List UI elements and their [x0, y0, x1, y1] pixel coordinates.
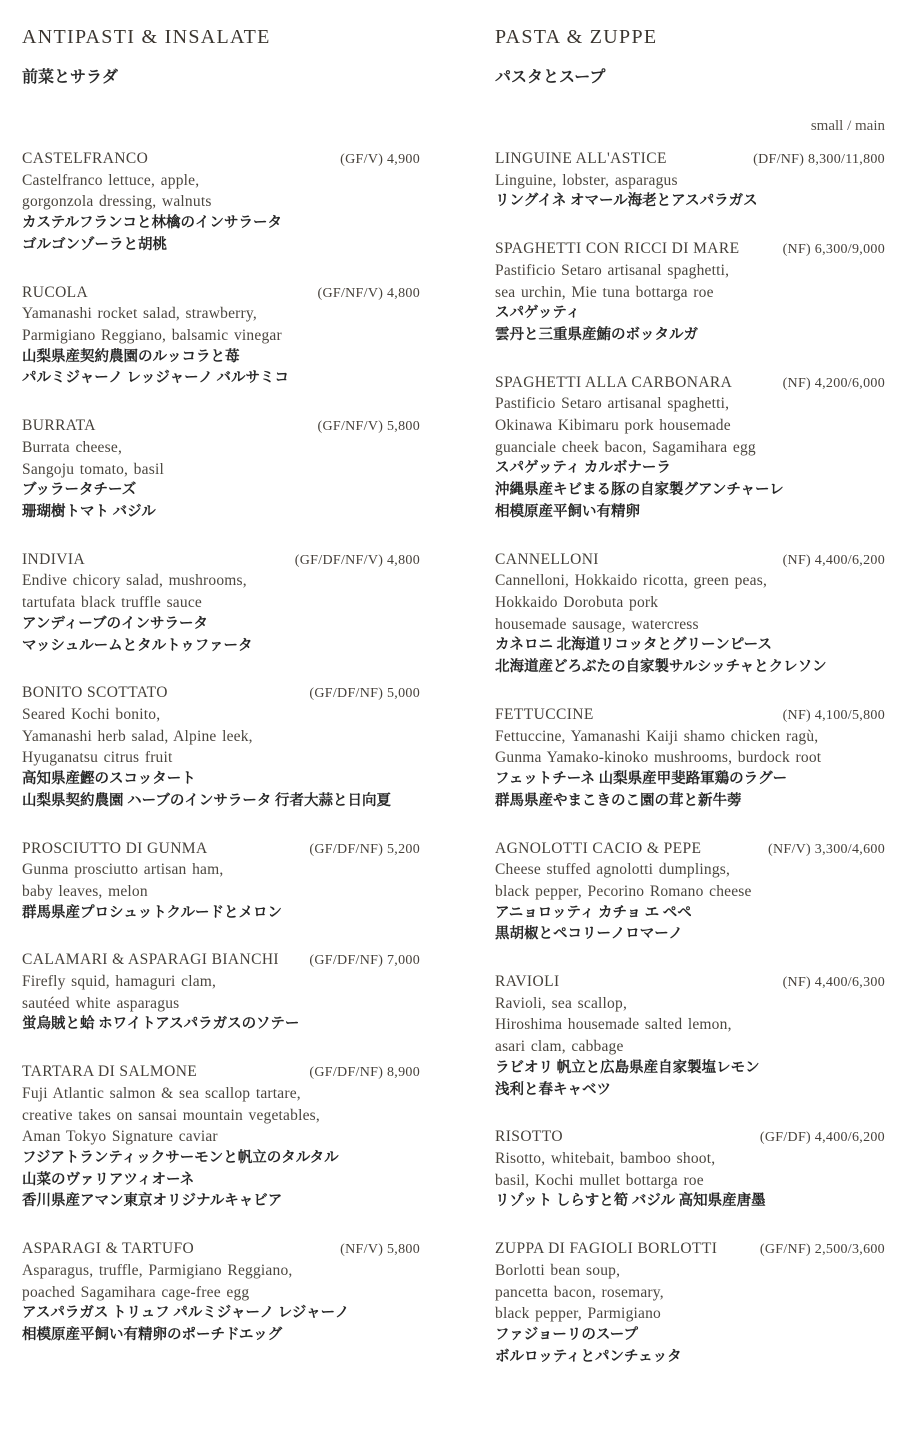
- dish-description-jp: スパゲッティ カルボナーラ: [495, 460, 671, 477]
- dish-name: CASTELFRANCO: [22, 150, 149, 167]
- dish-dietary-tags-and-price: (GF/DF/NF/V) 4,800: [294, 552, 420, 568]
- menu-item-header: [22, 549, 420, 571]
- dish-name: BONITO SCOTTATO: [22, 684, 168, 702]
- dish-description-en: Linguine, lobster, asparagus: [495, 171, 678, 189]
- menu-item: [22, 1061, 420, 1213]
- section-antipasti: [22, 26, 420, 1393]
- dish-dietary-tags-and-price: (NF) 4,400/6,200: [782, 552, 885, 568]
- dish-description-jp: 群馬県産プロシュットクルードとメロン: [22, 904, 282, 921]
- dish-name: PROSCIUTTO DI GUNMA: [22, 839, 208, 857]
- menu-item-header: [495, 704, 885, 726]
- dish-name: LINGUINE ALL'ASTICE: [495, 150, 667, 167]
- dish-dietary-tags-and-price: (GF/DF/NF) 5,200: [309, 841, 420, 857]
- dish-dietary-tags-and-price: (DF/NF) 8,300/11,800: [753, 152, 885, 167]
- dish-description-en: Okinawa Kibimaru pork housemade: [495, 417, 731, 435]
- dish-description-jp: リングイネ オマール海老とアスパラガス: [495, 193, 758, 210]
- dish-description-en: Yamanashi herb salad, Alpine leek,: [22, 727, 253, 745]
- dish-description-jp: 群馬県産やまこきのこ園の茸と新牛蒡: [495, 792, 742, 809]
- dish-description-en: Firefly squid, hamaguri clam,: [22, 973, 217, 990]
- dish-description-en: pancetta bacon, rosemary,: [495, 1283, 664, 1301]
- dish-description-jp: 山梨県産契約農園のルッコラと苺: [22, 348, 240, 365]
- dish-description-jp: リゾット しらすと筍 バジル 高知県産唐墨: [495, 1193, 766, 1210]
- dish-description-en: Sangoju tomato, basil: [22, 460, 164, 478]
- menu-item-header: [22, 415, 420, 437]
- dish-description-jp: 珊瑚樹トマト バジル: [22, 503, 156, 520]
- dish-name: FETTUCCINE: [495, 705, 594, 723]
- dish-description-en: tartufata black truffle sauce: [22, 594, 202, 612]
- dish-description-en: Parmigiano Reggiano, balsamic vinegar: [22, 326, 282, 344]
- dish-description-jp: 高知県産鰹のスコッタート: [22, 771, 196, 787]
- dish-description-jp: フジアトランティックサーモンと帆立のタルタル: [22, 1149, 339, 1166]
- dish-name: SPAGHETTI CON RICCI DI MARE: [495, 240, 740, 258]
- menu-item: [22, 1238, 420, 1347]
- section-pasta: [495, 26, 885, 1393]
- menu-item-header: [22, 1061, 420, 1083]
- menu-item: [22, 838, 420, 925]
- dish-name: ZUPPA DI FAGIOLI BORLOTTI: [495, 1240, 718, 1258]
- pasta-item-list: [495, 148, 885, 1368]
- menu-item: [22, 148, 420, 257]
- dish-dietary-tags-and-price: (GF/NF) 2,500/3,600: [759, 1242, 885, 1258]
- menu-item: [495, 549, 885, 679]
- dish-description-jp: 浅利と春キャベツ: [495, 1081, 611, 1098]
- dish-description-jp: ファジョーリのスープ: [495, 1326, 638, 1343]
- dish-description-jp: 黒胡椒とペコリーノロマーノ: [495, 926, 683, 943]
- antipasti-header: [22, 26, 420, 148]
- dish-description-jp: 相模原産平飼い有精卵のポーチドエッグ: [22, 1326, 283, 1343]
- dish-description-jp: 山菜のヴァリアツィオーネ: [22, 1171, 195, 1188]
- menu-item-header: [495, 148, 885, 170]
- dish-description-en: Aman Tokyo Signature caviar: [22, 1128, 218, 1146]
- menu-item-header: [495, 549, 885, 571]
- menu-item-header: [22, 1238, 420, 1260]
- dish-description-jp: 沖縄県産キビまる豚の自家製グアンチャーレ: [495, 482, 784, 499]
- dish-description-en: baby leaves, melon: [22, 882, 148, 900]
- dish-description-en: Hokkaido Dorobuta pork: [495, 594, 659, 612]
- dish-name: RAVIOLI: [495, 973, 560, 991]
- dish-description-jp: カステルフランコと林檎のインサラータ: [22, 215, 282, 232]
- dish-name: AGNOLOTTI CACIO & PEPE: [495, 839, 702, 857]
- menu-item-header: [495, 238, 885, 260]
- menu-item: [495, 971, 885, 1101]
- dish-dietary-tags-and-price: (GF/NF/V) 4,800: [317, 285, 420, 301]
- dish-description-en: Ravioli, sea scallop,: [495, 994, 628, 1012]
- menu-item: [22, 415, 420, 524]
- dish-dietary-tags-and-price: (NF) 6,300/9,000: [782, 242, 885, 258]
- dish-description-jp: フェットチーネ 山梨県産甲斐路軍鶏のラグー: [495, 771, 788, 787]
- menu-item: [495, 148, 885, 213]
- dish-description-en: sautéed white asparagus: [22, 994, 180, 1012]
- dish-description-en: Yamanashi rocket salad, strawberry,: [22, 305, 257, 323]
- dish-name: CALAMARI & ASPARAGI BIANCHI: [22, 951, 279, 969]
- dish-description-jp: アスパラガス トリュフ パルミジャーノ レジャーノ: [22, 1305, 350, 1322]
- menu-item: [22, 282, 420, 391]
- dish-dietary-tags-and-price: (GF/DF) 4,400/6,200: [759, 1130, 885, 1146]
- dish-dietary-tags-and-price: (NF/V) 5,800: [340, 1242, 420, 1258]
- dish-description-en: Risotto, whitebait, bamboo shoot,: [495, 1150, 716, 1167]
- menu-item-header: [22, 838, 420, 860]
- dish-dietary-tags-and-price: (GF/NF/V) 5,800: [317, 419, 420, 435]
- dish-description-en: Borlotti bean soup,: [495, 1261, 621, 1279]
- menu-item: [22, 549, 420, 658]
- menu-item: [495, 238, 885, 347]
- menu-item: [495, 1126, 885, 1213]
- dish-description-en: basil, Kochi mullet bottarga roe: [495, 1171, 704, 1189]
- dish-dietary-tags-and-price: (GF/DF/NF) 7,000: [309, 953, 420, 969]
- menu-item: [495, 372, 885, 524]
- menu-item: [22, 949, 420, 1036]
- dish-description-jp: アンディーブのインサラータ: [22, 615, 209, 632]
- dish-description-jp: ゴルゴンゾーラと胡桃: [22, 236, 167, 253]
- dish-description-jp: カネロニ 北海道リコッタとグリーンピース: [495, 637, 772, 654]
- dish-description-en: Gunma Yamako-kinoko mushrooms, burdock root: [495, 749, 822, 767]
- dish-description-en: Hiroshima housemade salted lemon,: [495, 1016, 732, 1034]
- dish-name: BURRATA: [22, 417, 96, 435]
- pasta-title-jp: パスタとスープ: [495, 69, 606, 86]
- dish-description-en: black pepper, Parmigiano: [495, 1305, 662, 1323]
- menu-item-header: [495, 971, 885, 993]
- dish-name: CANNELLONI: [495, 550, 599, 568]
- menu-item-header: [495, 838, 885, 860]
- dish-description-jp: 香川県産アマン東京オリジナルキャビア: [22, 1193, 283, 1210]
- dish-description-jp: ラビオリ 帆立と広島県産自家製塩レモン: [495, 1059, 760, 1076]
- dish-description-en: Fettuccine, Yamanashi Kaiji shamo chicken ragù,: [495, 727, 819, 745]
- dish-dietary-tags-and-price: (NF) 4,100/5,800: [782, 707, 885, 723]
- menu-item-header: [22, 682, 420, 704]
- dish-name: INDIVIA: [22, 550, 86, 568]
- dish-dietary-tags-and-price: (NF) 4,200/6,000: [782, 375, 885, 391]
- menu-item-header: [22, 949, 420, 971]
- dish-description-en: housemade sausage, watercress: [495, 615, 699, 633]
- dish-description-en: Asparagus, truffle, Parmigiano Reggiano,: [22, 1261, 293, 1279]
- pasta-header: [495, 26, 885, 148]
- menu-item: [495, 838, 885, 947]
- dish-description-en: Pastificio Setaro artisanal spaghetti,: [495, 261, 730, 279]
- dish-description-en: creative takes on sansai mountain vegetables,: [22, 1106, 320, 1124]
- dish-description-en: Seared Kochi bonito,: [22, 705, 161, 723]
- dish-description-en: gorgonzola dressing, walnuts: [22, 193, 212, 211]
- dish-dietary-tags-and-price: (GF/V) 4,900: [340, 152, 420, 167]
- size-note: small / main: [810, 118, 885, 134]
- menu-item-header: [495, 372, 885, 394]
- dish-description-en: guanciale cheek bacon, Sagamihara egg: [495, 438, 756, 456]
- menu-item-header: [22, 148, 420, 170]
- dish-name: ASPARAGI & TARTUFO: [22, 1240, 195, 1258]
- dish-description-en: Pastificio Setaro artisanal spaghetti,: [495, 395, 730, 413]
- menu-item: [495, 704, 885, 813]
- dish-description-en: Endive chicory salad, mushrooms,: [22, 572, 247, 590]
- dish-description-en: sea urchin, Mie tuna bottarga roe: [495, 283, 714, 301]
- dish-description-en: Fuji Atlantic salmon & sea scallop tartare,: [22, 1084, 301, 1102]
- dish-description-en: Cheese stuffed agnolotti dumplings,: [495, 861, 731, 879]
- dish-description-en: Burrata cheese,: [22, 438, 123, 456]
- menu-item: [22, 682, 420, 812]
- pasta-title-en: PASTA & ZUPPE: [495, 26, 658, 48]
- dish-description-en: Castelfranco lettuce, apple,: [22, 171, 200, 189]
- dish-description-jp: パルミジャーノ レッジャーノ バルサミコ: [22, 370, 289, 387]
- dish-name: RISOTTO: [495, 1128, 563, 1146]
- dish-description-jp: 蛍烏賊と蛤 ホワイトアスパラガスのソテー: [22, 1016, 300, 1033]
- dish-description-jp: ブッラータチーズ: [22, 482, 137, 499]
- antipasti-title-jp: 前菜とサラダ: [22, 69, 118, 86]
- dish-name: RUCOLA: [22, 283, 89, 301]
- dish-description-jp: 雲丹と三重県産鮪のボッタルガ: [495, 326, 698, 343]
- dish-description-jp: アニョロッティ カチョ エ ペペ: [495, 904, 692, 921]
- dish-description-jp: 山梨県契約農園 ハーブのインサラータ 行者大蒜と日向夏: [22, 792, 392, 809]
- dish-description-en: Hyuganatsu citrus fruit: [22, 749, 173, 767]
- menu-item: [495, 1238, 885, 1368]
- dish-description-en: asari clam, cabbage: [495, 1038, 624, 1056]
- menu-item-header: [495, 1238, 885, 1260]
- menu-item-header: [22, 282, 420, 304]
- dish-name: SPAGHETTI ALLA CARBONARA: [495, 373, 733, 391]
- dish-dietary-tags-and-price: (GF/DF/NF) 5,000: [309, 686, 420, 702]
- dish-description-jp: ボルロッティとパンチェッタ: [495, 1348, 682, 1365]
- dish-description-jp: 北海道産どろぶたの自家製サルシッチャとクレソン: [495, 659, 827, 676]
- dish-description-en: poached Sagamihara cage-free egg: [22, 1283, 250, 1301]
- dish-description-jp: マッシュルームとタルトゥファータ: [22, 637, 253, 654]
- dish-description-en: Cannelloni, Hokkaido ricotta, green peas,: [495, 572, 768, 590]
- dish-dietary-tags-and-price: (NF) 4,400/6,300: [782, 975, 885, 991]
- dish-description-en: black pepper, Pecorino Romano cheese: [495, 882, 752, 900]
- dish-description-jp: 相模原産平飼い有精卵: [495, 503, 640, 520]
- antipasti-title-en: ANTIPASTI & INSALATE: [22, 26, 271, 48]
- dish-dietary-tags-and-price: (GF/DF/NF) 8,900: [309, 1065, 420, 1081]
- menu-item-header: [495, 1126, 885, 1148]
- antipasti-item-list: [22, 148, 420, 1347]
- dish-dietary-tags-and-price: (NF/V) 3,300/4,600: [767, 841, 885, 857]
- dish-description-en: Gunma prosciutto artisan ham,: [22, 861, 224, 879]
- dish-description-jp: スパゲッティ: [495, 305, 581, 322]
- dish-name: TARTARA DI SALMONE: [22, 1063, 198, 1081]
